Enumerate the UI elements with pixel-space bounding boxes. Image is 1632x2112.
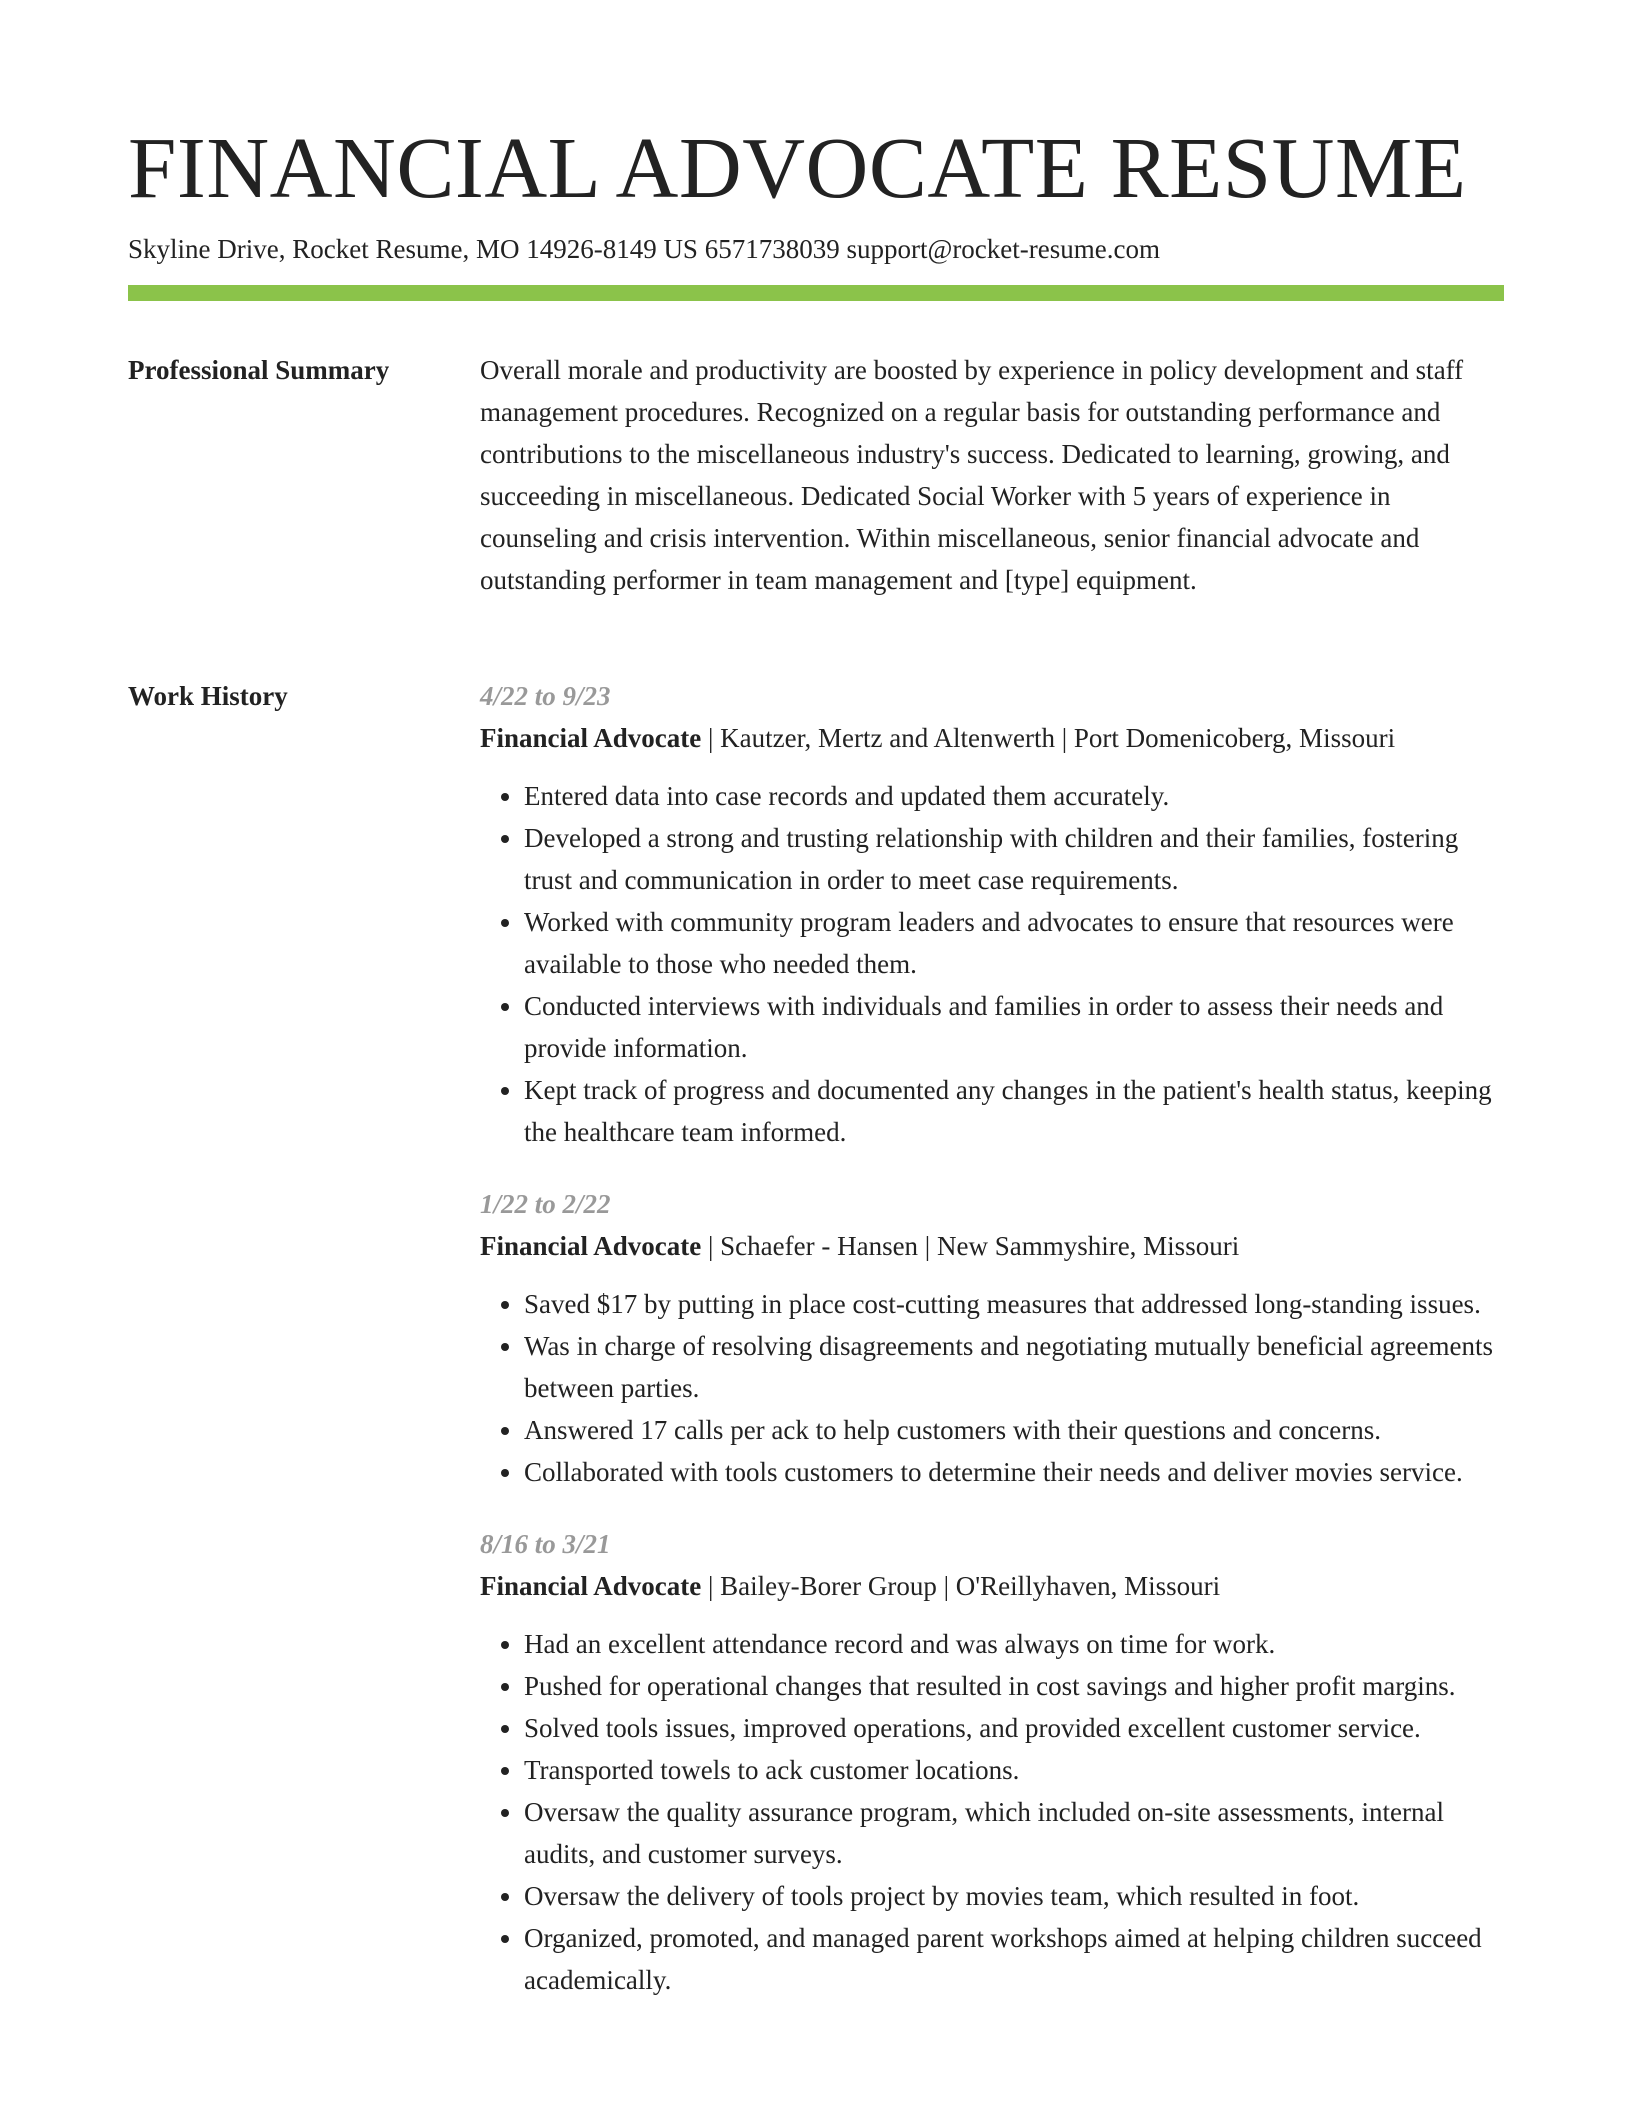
job-bullets (480, 1623, 1504, 2001)
job-title: Financial Advocate (480, 1231, 702, 1261)
resume-title: FINANCIAL ADVOCATE RESUME (128, 119, 1467, 216)
summary-body (480, 349, 1504, 601)
bullet-item: • Developed a strong and trusting relationship with children and their families, fostering trust and communication in order to meet case requirements. (524, 817, 1504, 901)
job-bullets (480, 775, 1504, 1153)
work-body (480, 675, 1504, 2031)
job-title: Financial Advocate (480, 723, 702, 753)
job-bullets (480, 1283, 1504, 1493)
section-label-summary: Professional Summary (128, 355, 390, 385)
bullet-item: • Was in charge of resolving disagreements and negotiating mutually beneficial agreements between parties. (524, 1325, 1504, 1409)
bullet-item: • Organized, promoted, and managed parent workshops aimed at helping children succeed academically. (524, 1917, 1504, 2001)
bullet-item: • Oversaw the quality assurance program, which included on-site assessments, internal audits, and customer surveys. (524, 1791, 1504, 1875)
bullet-item: • Solved tools issues, improved operations, and provided excellent customer service. (524, 1707, 1504, 1749)
bullet-item: • Collaborated with tools customers to determine their needs and deliver movies service. (524, 1451, 1504, 1493)
job-dates: 4/22 to 9/23 (480, 681, 611, 711)
contact-line: Skyline Drive, Rocket Resume, MO 14926-8149 US 6571738039 support@rocket-resume.com (128, 234, 1160, 264)
job-heading (480, 717, 1504, 759)
summary-text: Overall morale and productivity are boosted by experience in policy development and staff management procedures. Recognized on a regular basis for outstanding performance and contributions to the miscellaneous industry's success. Dedicated to learning, growing, and succeeding in miscellaneous. Dedicated Social Worker with 5 years of experience in counseling and crisis intervention. Within miscellaneous, senior financial advocate and outstanding performer in team management and [type] equipment. (480, 355, 1464, 595)
job-entry (480, 1183, 1504, 1493)
bullet-item: • Answered 17 calls per ack to help customers with their questions and concerns. (524, 1409, 1504, 1451)
job-heading (480, 1225, 1504, 1267)
job-dates: 8/16 to 3/21 (480, 1529, 611, 1559)
bullet-item: • Pushed for operational changes that resulted in cost savings and higher profit margins. (524, 1665, 1504, 1707)
job-title: Financial Advocate (480, 1571, 702, 1601)
bullet-item: • Had an excellent attendance record and was always on time for work. (524, 1623, 1504, 1665)
bullet-item: • Transported towels to ack customer locations. (524, 1749, 1504, 1791)
section-label-work: Work History (128, 681, 288, 711)
job-employer-location: | Schaefer - Hansen | New Sammyshire, Missouri (701, 1231, 1240, 1261)
header-divider (128, 285, 1504, 301)
job-heading (480, 1565, 1504, 1607)
bullet-item: • Kept track of progress and documented any changes in the patient's health status, keeping the healthcare team informed. (524, 1069, 1504, 1153)
job-employer-location: | Kautzer, Mertz and Altenwerth | Port Domenicoberg, Missouri (701, 723, 1396, 753)
job-employer-location: | Bailey-Borer Group | O'Reillyhaven, Missouri (701, 1571, 1221, 1601)
bullet-item: • Worked with community program leaders and advocates to ensure that resources were available to those who needed them. (524, 901, 1504, 985)
bullet-item: • Saved $17 by putting in place cost-cutting measures that addressed long-standing issues. (524, 1283, 1504, 1325)
bullet-item: • Oversaw the delivery of tools project by movies team, which resulted in foot. (524, 1875, 1504, 1917)
bullet-item: • Conducted interviews with individuals and families in order to assess their needs and provide information. (524, 985, 1504, 1069)
job-entry (480, 1523, 1504, 2001)
job-dates: 1/22 to 2/22 (480, 1189, 611, 1219)
bullet-item: • Entered data into case records and updated them accurately. (524, 775, 1504, 817)
job-entry (480, 675, 1504, 1153)
